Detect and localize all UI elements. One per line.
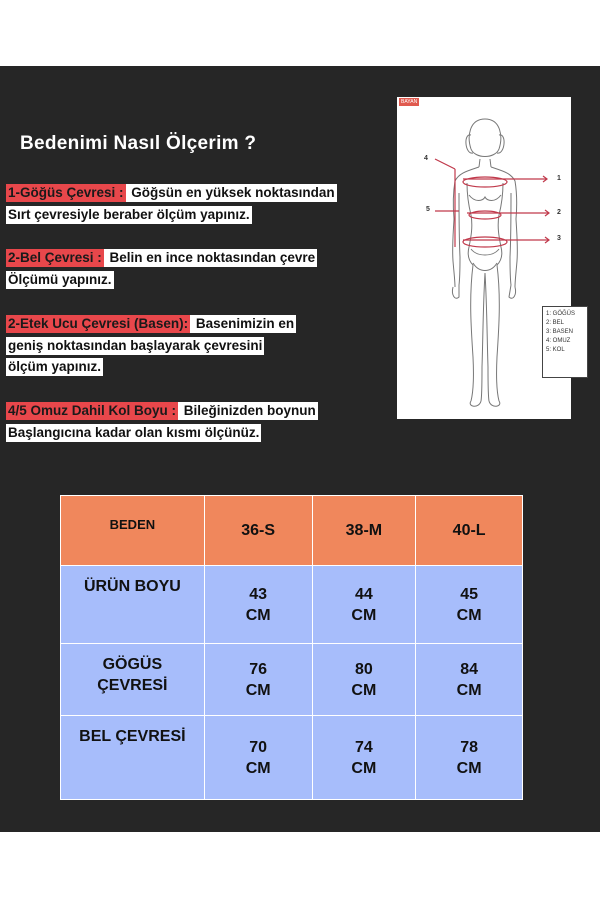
marker-4: 4 bbox=[424, 155, 428, 162]
hip-text-1: Basenimizin en bbox=[192, 316, 295, 331]
marker-1: 1 bbox=[557, 175, 561, 182]
table-cell: 74 CM bbox=[312, 716, 416, 800]
header-40l: 40-L bbox=[416, 496, 523, 566]
hip-text-2: geniş noktasından başlayarak çevresini bbox=[8, 337, 263, 353]
row-label-waist: BEL ÇEVRESİ bbox=[61, 716, 205, 800]
table-cell: 76 CM bbox=[204, 644, 312, 716]
chest-label: 1-Göğüs Çevresi : bbox=[8, 185, 124, 200]
measurement-figure bbox=[397, 97, 576, 419]
marker-3: 3 bbox=[557, 235, 561, 242]
marker-2: 2 bbox=[557, 209, 561, 216]
table-cell: 84 CM bbox=[416, 644, 523, 716]
hip-label: 2-Etek Ucu Çevresi (Basen): bbox=[8, 316, 189, 331]
table-cell: 70 CM bbox=[204, 716, 312, 800]
instruction-hip bbox=[6, 313, 296, 378]
table-cell: 43 CM bbox=[204, 566, 312, 644]
waist-label: 2-Bel Çevresi : bbox=[8, 250, 102, 265]
instruction-waist bbox=[6, 247, 317, 290]
hip-text-3: ölçüm yapınız. bbox=[8, 359, 102, 374]
waist-text-1: Belin en ince noktasından çevre bbox=[105, 250, 316, 265]
table-cell: 44 CM bbox=[312, 566, 416, 644]
row-label-length: ÜRÜN BOYU bbox=[61, 566, 205, 644]
sleeve-label: 4/5 Omuz Dahil Kol Boyu : bbox=[8, 403, 177, 418]
page-title: Bedenimi Nasıl Ölçerim ? bbox=[20, 133, 257, 154]
legend-waist: 2: BEL bbox=[546, 320, 565, 326]
waist-text-2: Ölçümü yapınız. bbox=[8, 271, 112, 287]
legend-shoulder: 4: OMUZ bbox=[546, 338, 571, 344]
legend-arm: 5: KOL bbox=[546, 347, 565, 353]
figure-legend bbox=[542, 306, 588, 378]
legend-hip: 3: BASEN bbox=[546, 329, 574, 335]
table-row bbox=[61, 566, 523, 644]
sleeve-text-2: Başlangıcına kadar olan kısmı ölçünüz. bbox=[8, 424, 260, 440]
figure-tag: BAYAN bbox=[401, 99, 418, 105]
chest-text-2: Sırt çevresiyle beraber ölçüm yapınız. bbox=[8, 206, 250, 222]
size-table bbox=[60, 495, 523, 800]
marker-5: 5 bbox=[426, 206, 430, 213]
instruction-chest bbox=[6, 182, 337, 225]
table-row bbox=[61, 644, 523, 716]
header-36s: 36-S bbox=[204, 496, 312, 566]
instruction-sleeve bbox=[6, 400, 318, 443]
table-cell: 45 CM bbox=[416, 566, 523, 644]
sleeve-text-1: Bileğinizden boynun bbox=[180, 403, 316, 418]
table-cell: 78 CM bbox=[416, 716, 523, 800]
table-cell: 80 CM bbox=[312, 644, 416, 716]
table-header-row bbox=[61, 496, 523, 566]
chest-text-1: Göğsün en yüksek noktasından bbox=[127, 185, 335, 200]
header-38m: 38-M bbox=[312, 496, 416, 566]
row-label-chest: GÖGÜS ÇEVRESİ bbox=[61, 644, 205, 716]
legend-chest: 1: GÖĞÜS bbox=[546, 311, 576, 317]
table-row bbox=[61, 716, 523, 800]
header-size: BEDEN bbox=[61, 496, 205, 566]
